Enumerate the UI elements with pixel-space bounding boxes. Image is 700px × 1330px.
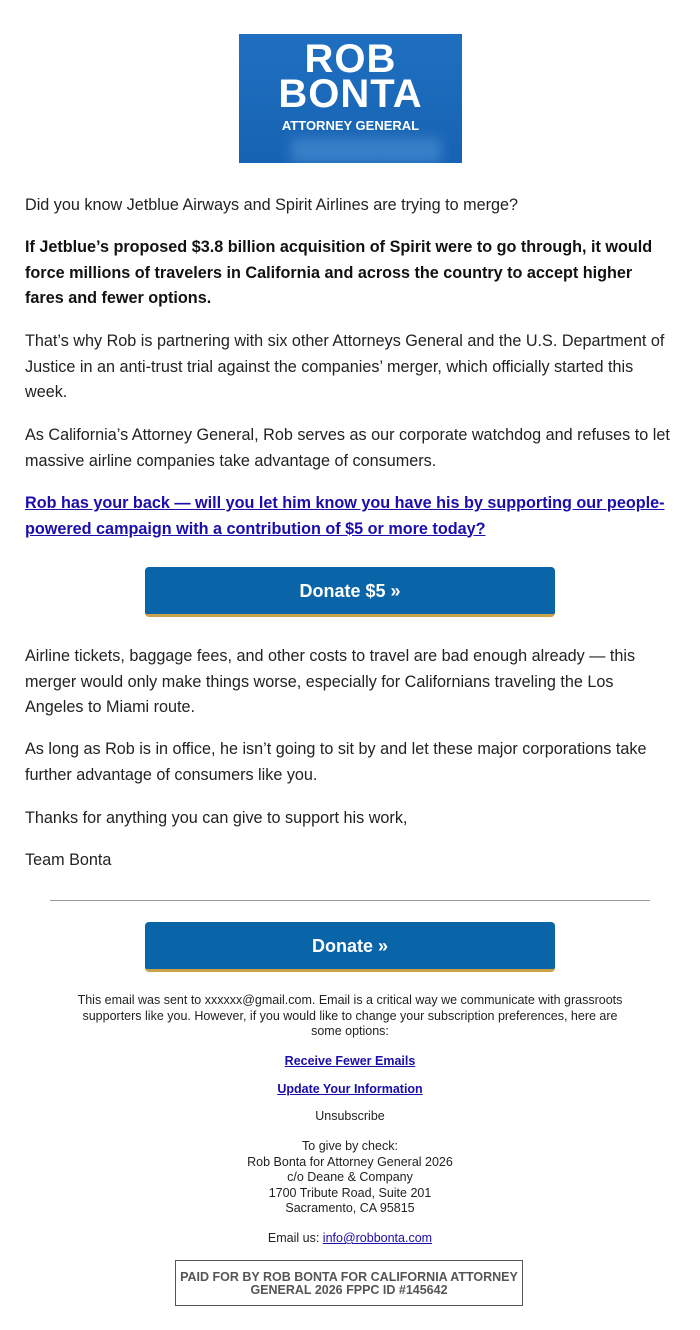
paid-for-disclaimer: PAID FOR BY ROB BONTA FOR CALIFORNIA ATTORNEY GENERAL 2026 FPPC ID #145642 — [175, 1260, 523, 1306]
email-us-label: Email us: — [267, 1231, 320, 1245]
address-line-4: Sacramento, CA 95815 — [285, 1201, 415, 1215]
rob-bonta-logo — [239, 34, 462, 163]
logo-line-bonta: BONTA — [278, 72, 423, 116]
divider — [50, 900, 650, 901]
contribution-link[interactable]: Rob has your back — will you let him know you have his by supporting our people-powered campaign with a contribution of $5 or more today? — [25, 494, 665, 538]
email-us-line — [0, 1231, 700, 1247]
address-line-2: c/o Deane & Company — [287, 1170, 413, 1184]
paragraph-bold-warning: If Jetblue’s proposed $3.8 billion acquisition of Spirit were to go through, it would force millions of travelers in California and across the country to accept higher fares and fewer options. — [25, 238, 653, 307]
donate-button[interactable]: Donate » — [145, 922, 555, 972]
paragraph-intro: Did you know Jetblue Airways and Spirit Airlines are trying to merge? — [25, 196, 519, 214]
address-line-3: 1700 Tribute Road, Suite 201 — [268, 1186, 432, 1200]
donate-5-button[interactable]: Donate $5 » — [145, 567, 555, 617]
paragraph-watchdog: As California’s Attorney General, Rob serves as our corporate watchdog and refuses to let massive airline companies take advantage of consumers. — [25, 426, 670, 470]
address-line-1: Rob Bonta for Attorney General 2026 — [247, 1155, 453, 1169]
unsubscribe-link[interactable]: Unsubscribe — [315, 1109, 385, 1123]
check-intro: To give by check: — [302, 1139, 398, 1153]
logo-glow — [291, 138, 441, 163]
logo-line-rob: ROB — [304, 37, 397, 81]
logo-line-attorney-general: ATTORNEY GENERAL — [281, 118, 420, 133]
paragraph-thanks: Thanks for anything you can give to support his work, — [25, 809, 408, 827]
paragraph-in-office: As long as Rob is in office, he isn’t going to sit by and let these major corporations take further advantage of consumers like you. — [25, 740, 647, 784]
receive-fewer-emails-link[interactable]: Receive Fewer Emails — [284, 1054, 416, 1068]
email-notice: This email was sent to xxxxxx@gmail.com. Email is a critical way we communicate with grassroots supporters like you. However, if you would like to change your subscription preferences, here are some options: — [77, 993, 623, 1038]
update-information-link[interactable]: Update Your Information — [277, 1082, 423, 1096]
email-link[interactable]: info@robbonta.com — [322, 1231, 433, 1245]
signoff: Team Bonta — [25, 851, 112, 869]
paragraph-partnering: That’s why Rob is partnering with six other Attorneys General and the U.S. Department of Justice in an anti-trust trial against the companies’ merger, which officially started this week. — [25, 332, 665, 401]
paragraph-airline-costs: Airline tickets, baggage fees, and other costs to travel are bad enough already — this merger would only make things worse, especially for Californians traveling the Los Angeles to Miami route. — [25, 647, 636, 716]
